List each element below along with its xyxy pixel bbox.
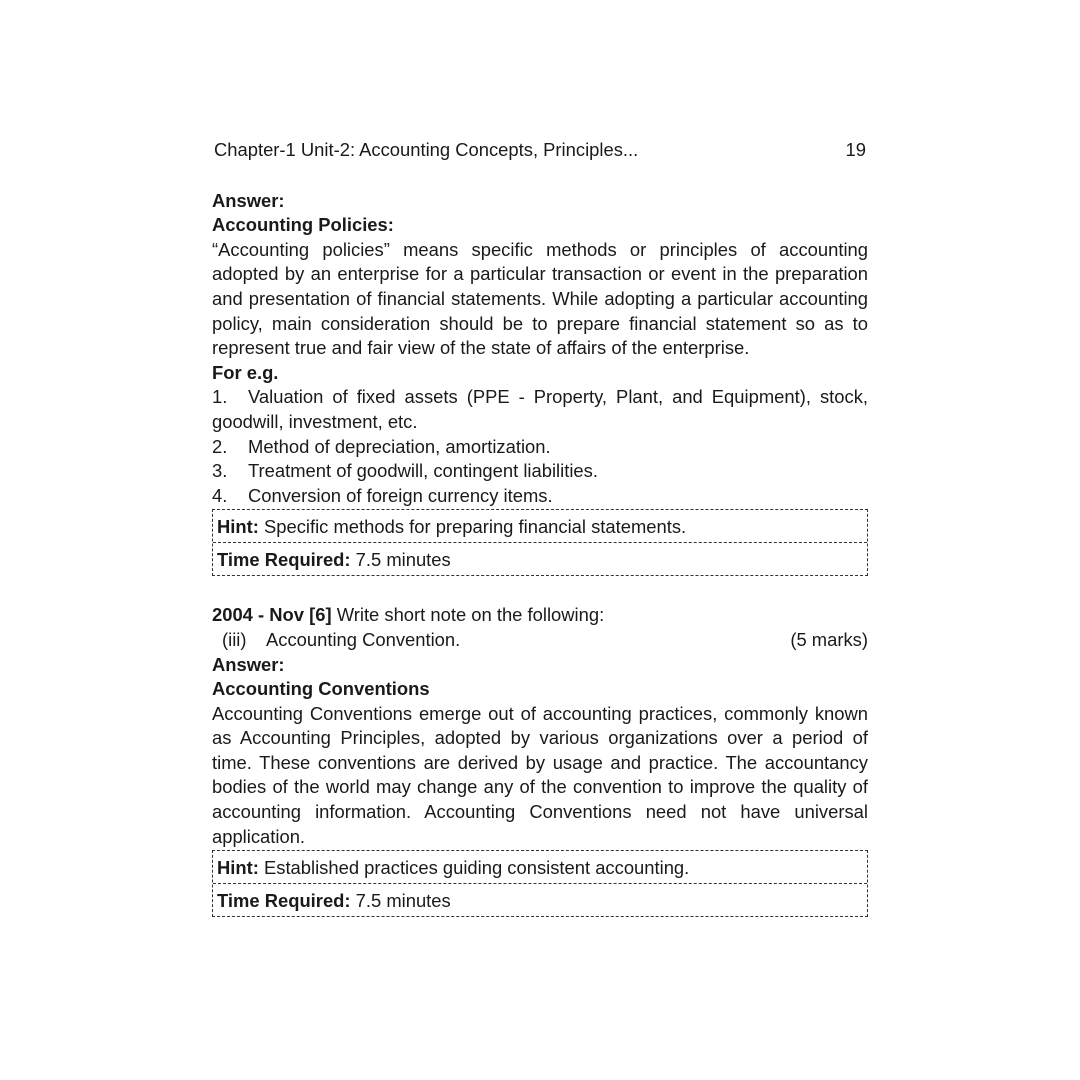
running-header (212, 138, 868, 163)
hint-text: Established practices guiding consistent accounting. (258, 857, 690, 879)
list-number: 3. (212, 460, 228, 482)
hint-text: Specific methods for preparing financial statements. (258, 516, 687, 538)
body-paragraph: Accounting Conventions emerge out of accounting practices, commonly known as Accounting Principles, adopted by various organizations over a period of time. These conventions are derived by usage and practice. The accountancy bodies of the world may change any of the convention to improve the quality of accounting information. Accounting Conventions need not have universal application. (212, 702, 868, 847)
document-page (212, 138, 868, 917)
hint-row (213, 851, 867, 883)
question-section-conventions (212, 603, 868, 917)
answer-label: Answer: (212, 653, 285, 675)
question-line (212, 603, 868, 628)
time-required-text: 7.5 minutes (350, 549, 451, 571)
example-label: For e.g. (212, 361, 279, 383)
list-text: Treatment of goodwill, contingent liabilities. (248, 460, 598, 482)
hint-box (212, 509, 868, 576)
running-title: Chapter-1 Unit-2: Accounting Concepts, Principles... (214, 139, 639, 160)
body-paragraph: “Accounting policies” means specific methods or principles of accounting adopted by an enterprise for a particular transaction or event in the preparation and presentation of financial statements. While adopting a particular accounting policy, main consideration should be to prepare financial statement so as to represent true and fair view of the state of affairs of the enterprise. (212, 238, 868, 359)
hint-row (213, 510, 867, 542)
hint-box (212, 850, 868, 917)
list-item (212, 385, 868, 434)
time-required-row (213, 883, 867, 916)
page-number: 19 (845, 139, 866, 160)
sub-question-text: Accounting Convention. (266, 628, 461, 650)
question-source: 2004 - Nov [6] (212, 604, 332, 626)
section-heading: Accounting Conventions (212, 678, 430, 700)
list-number: 1. (212, 386, 228, 408)
list-text: Conversion of foreign currency items. (248, 484, 553, 506)
hint-label: Hint: (217, 516, 259, 538)
answer-label: Answer: (212, 189, 285, 211)
list-item (212, 459, 868, 484)
question-text: Write short note on the following: (331, 604, 605, 626)
list-number: 4. (212, 484, 228, 506)
time-required-label: Time Required: (217, 890, 351, 912)
answer-section-policies (212, 189, 868, 577)
hint-label: Hint: (217, 857, 259, 879)
list-text: Valuation of fixed assets (PPE - Property, Plant, and Equipment), stock, goodwill, investment, etc. (212, 386, 868, 432)
time-required-label: Time Required: (217, 549, 351, 571)
marks: (5 marks) (790, 628, 868, 650)
list-item (212, 435, 868, 460)
time-required-row (213, 542, 867, 575)
list-item (212, 484, 868, 509)
section-heading: Accounting Policies: (212, 214, 394, 236)
sub-question-number: (iii) (222, 628, 247, 650)
list-text: Method of depreciation, amortization. (248, 435, 551, 457)
time-required-text: 7.5 minutes (350, 890, 451, 912)
question-sub-row (212, 628, 868, 653)
list-number: 2. (212, 435, 228, 457)
